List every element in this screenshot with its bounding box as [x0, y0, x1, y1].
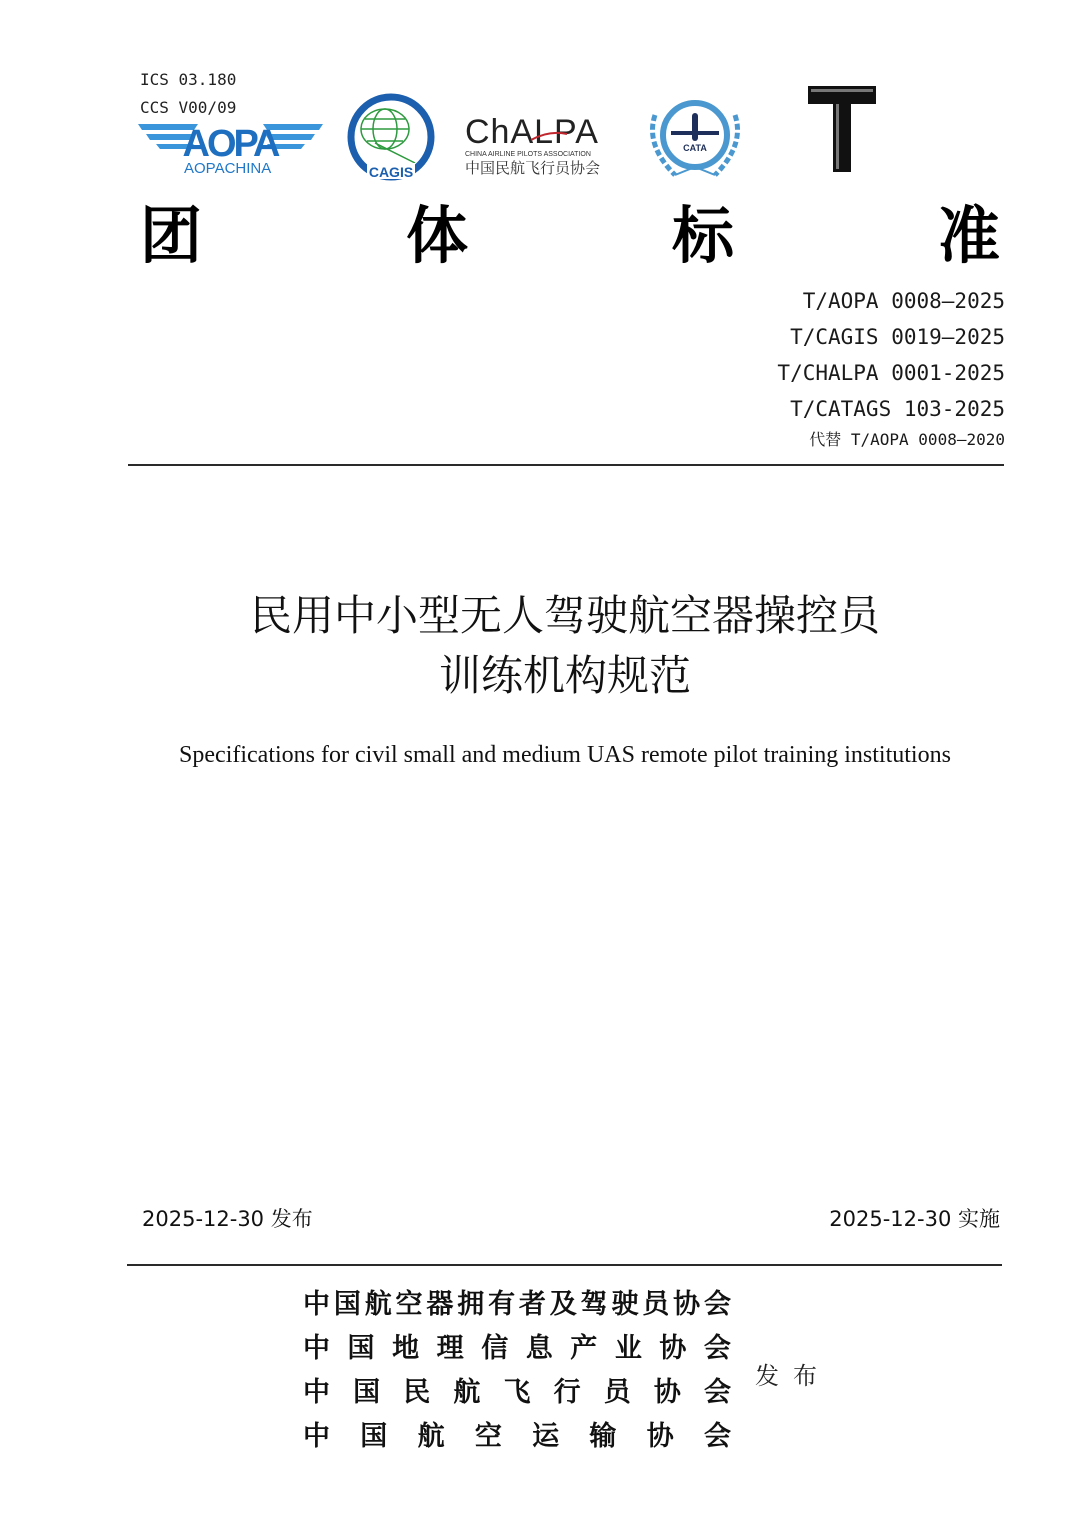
publisher-cagis: 中 国 地 理 信 息 产 业 协 会 [303, 1333, 731, 1364]
publish-label: 发布 [755, 1362, 831, 1390]
replaces-note: 代替 T/AOPA 0008—2020 [809, 430, 1005, 449]
classification-codes [140, 66, 236, 122]
standard-number: T/AOPA 0008—2025 [802, 289, 1005, 313]
top-divider [128, 464, 1004, 466]
standard-number: T/CATAGS 103-2025 [790, 397, 1005, 421]
cagis-logo [345, 93, 437, 181]
t-letter-icon [806, 84, 878, 174]
ccs-code: CCS V00/09 [140, 98, 237, 117]
title-chinese [0, 586, 1080, 706]
title-cn-line1: 民用中小型无人驾驶航空器操控员 [249, 591, 880, 640]
standard-numbers [777, 283, 1005, 453]
doc-type-char: 体 [405, 199, 468, 272]
publisher-cata: 中 国 航 空 运 输 协 会 [303, 1421, 731, 1452]
aopa-china-text: AOPACHINA [184, 160, 272, 177]
cata-logo [645, 95, 745, 181]
standard-type-mark [806, 84, 878, 174]
svg-text:CATA: CATA [683, 143, 707, 153]
document-type-heading [140, 196, 1000, 276]
implement-date: 2025-12-30 实施 [829, 1207, 1000, 1231]
ics-code: ICS 03.180 [140, 70, 237, 89]
chalpa-logo [465, 114, 625, 180]
doc-type-char: 准 [937, 199, 1000, 272]
standard-number: T/CAGIS 0019—2025 [790, 325, 1005, 349]
title-cn-line2: 训练机构规范 [438, 651, 691, 700]
chalpa-swoosh-icon [529, 130, 569, 142]
chalpa-name: ChALPA [465, 113, 599, 151]
title-english: Specifications for civil small and medium UAS remote pilot training institutions [179, 742, 951, 768]
doc-type-char: 团 [140, 199, 203, 272]
publish-date: 2025-12-30 发布 [142, 1207, 313, 1231]
cagis-globe-icon [345, 93, 437, 181]
publisher-aopa: 中 国 航 空 器 拥 有 者 及 驾 驶 员 协 会 [303, 1289, 731, 1320]
doc-type-char: 标 [671, 199, 734, 272]
publishers [303, 1283, 731, 1459]
publisher-chalpa: 中 国 民 航 飞 行 员 协 会 [303, 1377, 731, 1408]
cata-wreath-icon [645, 95, 745, 181]
chalpa-cn-name: 中国民航飞行员协会 [465, 159, 601, 177]
svg-text:AOPA: AOPA [182, 123, 278, 165]
svg-text:CAGIS: CAGIS [368, 164, 414, 180]
bottom-divider [127, 1264, 1002, 1266]
chalpa-en-name: CHINA AIRLINE PILOTS ASSOCIATION [465, 151, 591, 158]
standard-number: T/CHALPA 0001-2025 [777, 361, 1005, 385]
aopa-logo [138, 118, 323, 180]
